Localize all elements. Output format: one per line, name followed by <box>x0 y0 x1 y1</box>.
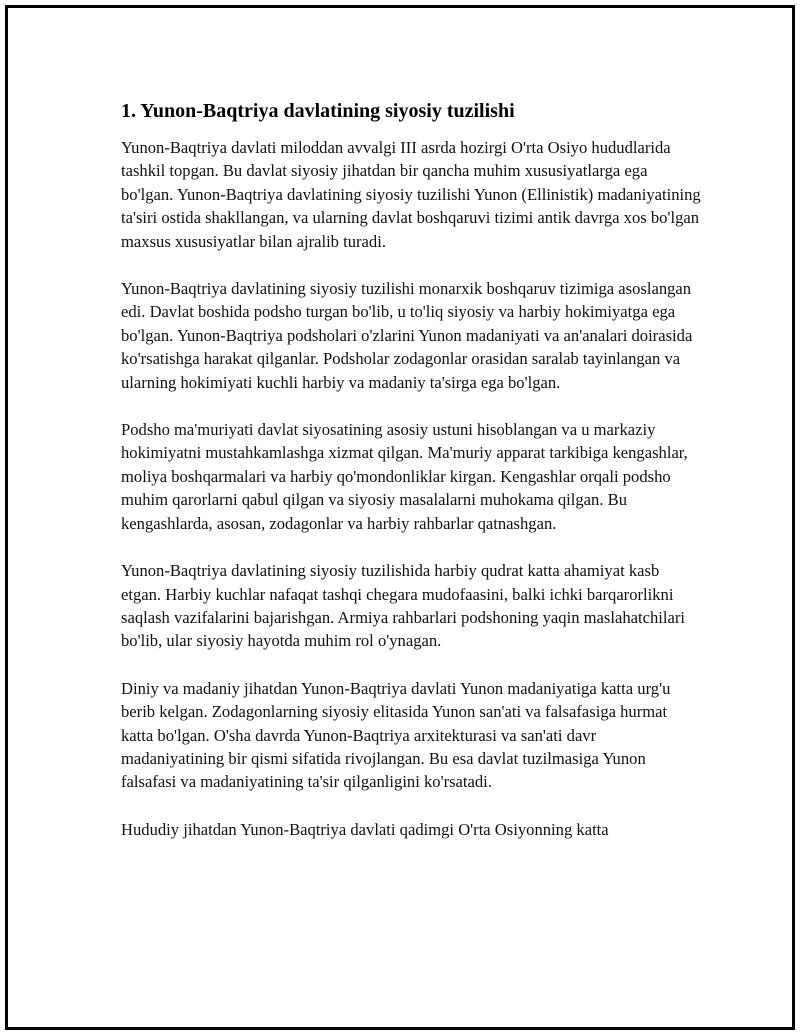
paragraph-1: Yunon-Baqtriya davlati miloddan avvalgi III asrda hozirgi O'rta Osiyo hududlarida tashkil topgan. Bu davlat siyosiy jihatdan bir qancha muhim xususiyatlarga ega bo'lgan. Yunon-Baqtriya davlatining siyosiy tuzilishi Yunon (Ellinistik) madaniyatining ta'siri ostida shakllangan, va ularning davlat boshqaruvi tizimi antik davrga xos bo'lgan maxsus xususiyatlar bilan ajralib turadi. <box>121 138 701 251</box>
paragraph-6: Hududiy jihatdan Yunon-Baqtriya davlati qadimgi O'rta Osiyonning katta <box>121 819 609 839</box>
page-frame <box>5 5 795 1030</box>
paragraph-5: Diniy va madaniy jihatdan Yunon-Baqtriya davlati Yunon madaniyatiga katta urg'u berib kelgan. Zodagonlarning siyosiy elitasida Yunon san'ati va falsafasiga hurmat katta bo'lgan. O'sha davrda Yunon-Baqtriya arxitekturasi va san'ati davr madaniyatining bir qismi sifatida rivojlangan. Bu esa davlat tuzilmasiga Yunon falsafasi va madaniyatining ta'sir qilganligini ko'rsatadi. <box>121 678 671 792</box>
section-title: 1. Yunon-Baqtriya davlatining siyosiy tuzilishi <box>121 100 515 122</box>
paragraph-3: Podsho ma'muriyati davlat siyosatining asosiy ustuni hisoblangan va u markaziy hokimiyatni mustahkamlashga xizmat qilgan. Ma'muriy apparat tarkibiga kengashlar, moliya boshqarmalari va harbiy qo'mondonliklar kirgan. Kengashlar orqali podsho muhim qarorlarni qabul qilgan va siyosiy masalalarni muhokama qilgan. Bu kengashlarda, asosan, zodagonlar va harbiy rahbarlar qatnashgan. <box>121 420 688 533</box>
paragraph-4: Yunon-Baqtriya davlatining siyosiy tuzilishida harbiy qudrat katta ahamiyat kasb etgan. Harbiy kuchlar nafaqat tashqi chegara mudofaasini, balki ichki barqarorlikni saqlash vazifalarini bajarishgan. Armiya rahbarlari podshoning yaqin maslahatchilari bo'lib, ular siyosiy hayotda muhim rol o'ynagan. <box>121 561 686 651</box>
paragraph-2: Yunon-Baqtriya davlatining siyosiy tuzilishi monarxik boshqaruv tizimiga asoslangan edi. Davlat boshida podsho turgan bo'lib, u to'liq siyosiy va harbiy hokimiyatga ega bo'lgan. Yunon-Baqtriya podsholari o'zlarini Yunon madaniyati va an'analari doirasida ko'rsatishga harakat qilganlar. Podsholar zodagonlar orasidan saralab tayinlangan va ularning hokimiyati kuchli harbiy va madaniy ta'sirga ega bo'lgan. <box>121 279 693 392</box>
document-body <box>121 98 701 865</box>
